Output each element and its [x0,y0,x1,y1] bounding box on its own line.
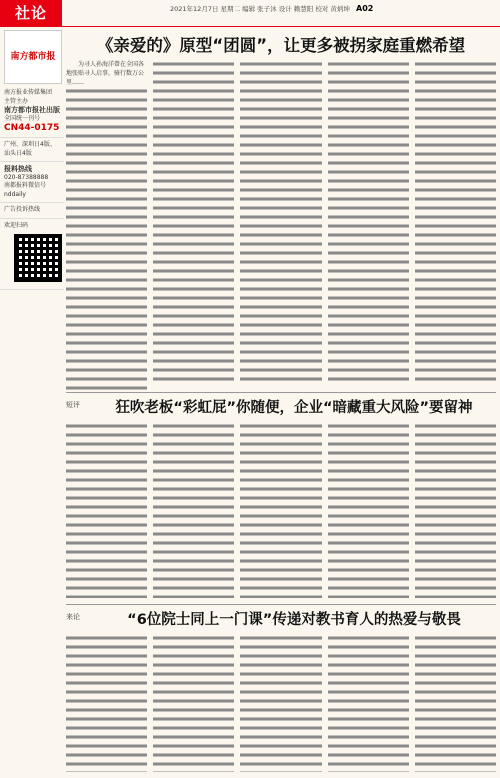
article-column [66,634,147,772]
article-body [66,60,496,393]
article-column [415,422,496,598]
section-divider [66,392,496,393]
article-column [415,634,496,772]
sidebar-item: 广告投诉热线 [4,206,41,213]
header-meta [170,4,500,13]
article-title: 狂吹老板“彩虹屁”你随便，企业“暗藏重大风险”要留神 [115,400,473,416]
article-column [66,422,147,598]
article-column [153,422,234,598]
article-column [328,634,409,772]
short-comment-article [66,396,496,602]
body-text [66,634,147,772]
sidebar-item: CN44-0175 [4,123,60,133]
paragraph-start: 为寻人孙海洋曾在全国各地张贴寻人启事，骑行数万公里…… [66,61,145,86]
article-body [66,634,496,772]
opinion-article [66,608,496,778]
body-text [66,422,147,598]
body-text [328,634,409,772]
sidebar-item: 南都报料微信号 [4,182,47,189]
article-column [240,634,321,772]
sidebar-item: 南方都市报社出版 [4,106,60,114]
article-column [240,60,321,393]
article-tag: 来论 [66,613,80,621]
article-column [153,634,234,772]
sidebar-item: 主管主办 [4,97,29,105]
body-text [328,60,409,384]
body-text [415,422,496,598]
sidebar-item: 广州、深圳日4版、汕头日4版 [4,141,56,157]
body-text [240,634,321,772]
body-text [328,422,409,598]
body-text [240,422,321,598]
article-column [328,422,409,598]
body-text [153,60,234,384]
body-text [153,422,234,598]
article-body [66,422,496,598]
body-text [153,634,234,772]
sidebar-item: 南方报业传媒集团 [4,89,53,96]
article-column [153,60,234,393]
article-column [328,60,409,393]
edition-meta: 2021年12月7日 星期二 编辑 张子沐 设计 赖慧阳 校对 黄炳坤 [170,5,350,13]
section-divider [66,604,496,605]
article-column [415,60,496,393]
article-title: 《亲爱的》原型“团圆”，让更多被拐家庭重燃希望 [96,36,466,55]
logo-text: 南方都市报 [10,51,56,62]
sidebar-item: nddaily [4,190,26,198]
body-text [415,60,496,384]
sidebar-scan [0,219,64,291]
article-tag: 短评 [66,401,80,409]
sidebar-item: 欢迎扫码 [4,221,29,229]
sidebar-hotline [0,162,64,203]
page-number: A02 [356,4,374,13]
sidebar-editions [0,138,64,162]
sidebar-item: 全国统一刊号 [4,114,41,122]
article-column [66,60,147,393]
body-text [415,634,496,772]
article-column [240,422,321,598]
qr-code-icon[interactable] [14,234,62,282]
sidebar-item: 020-87388888 [4,173,49,181]
sidebar-publisher [0,86,64,138]
sidebar-item: 报料热线 [4,165,32,173]
page-header [0,0,500,26]
article-title: “6位院士同上一门课”传递对教书育人的热爱与敬畏 [127,612,461,628]
section-label: 社论 [0,0,62,26]
newspaper-logo [4,30,62,84]
header-rule [0,26,500,27]
sidebar-ads [0,203,64,219]
editorial-article [66,28,496,390]
body-text [66,87,147,393]
sidebar [0,28,64,750]
body-text [240,60,321,384]
